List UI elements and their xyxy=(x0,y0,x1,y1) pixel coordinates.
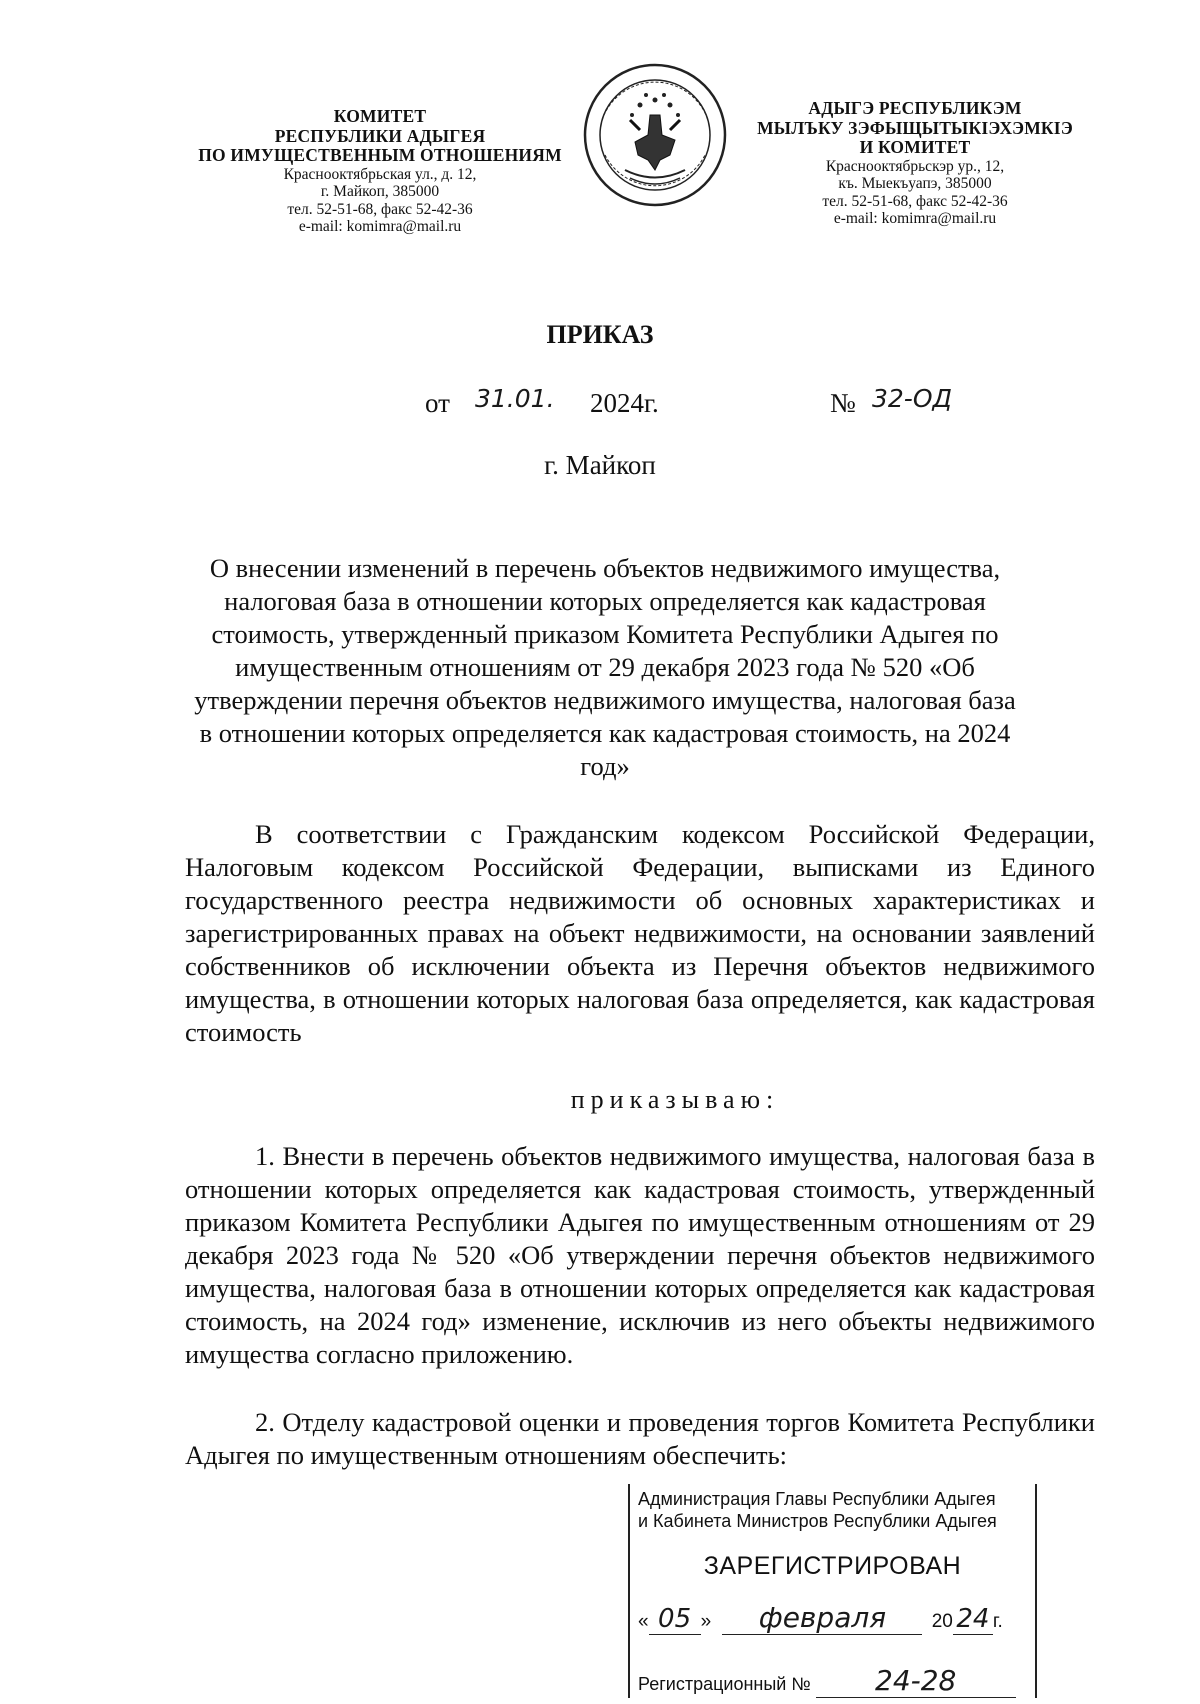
right-header-email: e-mail: komimra@mail.ru xyxy=(833,209,997,227)
stamp-reg-number: 24-28 xyxy=(816,1664,1016,1698)
left-header-email: e-mail: komimra@mail.ru xyxy=(298,217,462,235)
stamp-day: 05 xyxy=(649,1604,701,1635)
order-item-2: 2. Отделу кадастровой оценки и проведения торгов Комитета Республики Адыгея по имущественным отношениям обеспечить: xyxy=(185,1407,1095,1470)
order-item-1: 1. Внести в перечень объектов недвижимого имущества, налоговая база в отношении которых определяется как кадастровая стоимость, утвержденный приказом Комитета Республики Адыгея по имущественным отношениям от 29 декабря 2023 года № 520 «Об утверждении перечня объектов недвижимого имущества, налоговая база в отношении которых определяется как кадастровая стоимость, на 2024 год» изменение, исключив из него объекты недвижимого имущества согласно приложению. xyxy=(185,1141,1095,1369)
right-header-line2: МЫЛЪКУ ЗЭФЫЩЫТЫКІЭХЭМКІЭ xyxy=(757,117,1073,138)
stamp-year-prefix: 20 xyxy=(931,1611,953,1632)
right-header-city: къ. Мыекъуапэ, 385000 xyxy=(838,175,992,193)
right-header-line1: АДЫГЭ РЕСПУБЛИКЭМ xyxy=(808,98,1022,118)
date-prefix: от xyxy=(425,388,450,418)
handwritten-number: 32-ОД xyxy=(872,384,953,413)
stamp-status: ЗАРЕГИСТРИРОВАН xyxy=(703,1552,962,1580)
document-title: ПРИКАЗ xyxy=(546,320,654,349)
right-header-phone: тел. 52-51-68, факс 52-42-36 xyxy=(822,192,1008,210)
document-city: г. Майкоп xyxy=(544,450,656,480)
left-header-phone: тел. 52-51-68, факс 52-42-36 xyxy=(287,200,473,218)
left-header xyxy=(170,107,590,235)
document-preamble: В соответствии с Гражданским кодексом Российской Федерации, Налоговым кодексом Российской Федерации, выписками из Единого государственного реестра недвижимости об основных характеристиках и зарегистрированных правах на объект недвижимости, на основании заявлений собственников об исключении объекта из Перечня объектов недвижимого имущества, в отношении которых налоговая база определяется, как кадастровая стоимость xyxy=(185,819,1095,1047)
stamp-close-quote: » xyxy=(700,1611,712,1632)
stamp-reg-label: Регистрационный № xyxy=(638,1674,811,1694)
right-header-line3: И КОМИТЕТ xyxy=(859,137,971,158)
stamp-date xyxy=(638,1601,1003,1635)
left-header-address: Краснооктябрьская ул., д. 12, xyxy=(283,165,477,183)
stamp-org-line1: Администрация Главы Республики Адыгея xyxy=(638,1489,996,1509)
stamp-org-line2: и Кабинета Министров Республики Адыгея xyxy=(638,1511,997,1531)
right-header xyxy=(724,99,1106,227)
stamp-open-quote: « xyxy=(638,1611,649,1632)
stamp-year-end: г. xyxy=(992,1611,1003,1632)
stamp-month: февраля xyxy=(722,1601,922,1635)
registration-stamp xyxy=(628,1484,1037,1698)
document-subject: О внесении изменений в перечень объектов недвижимого имущества, налоговая база в отношении которых определяется как кадастровая стоимость, утвержденный приказом Комитета Республики Адыгея по имущественным отношениям от 29 декабря 2023 года № 520 «Об утверждении перечня объектов недвижимого имущества, налоговая база в отношении которых определяется как кадастровая стоимость, на 2024 год» xyxy=(194,553,1016,781)
date-year: 2024г. xyxy=(590,388,659,418)
right-header-address: Краснооктябрьскэр ур., 12, xyxy=(825,157,1005,175)
stamp-registration xyxy=(638,1664,1016,1698)
left-header-city: г. Майкоп, 385000 xyxy=(320,183,440,201)
left-header-line3: ПО ИМУЩЕСТВЕННЫМ ОТНОШЕНИЯМ xyxy=(198,145,562,166)
coat-of-arms-icon xyxy=(580,60,730,210)
decree-word: приказываю: xyxy=(570,1085,780,1114)
handwritten-date: 31.01. xyxy=(475,384,555,413)
left-header-line1: КОМИТЕТ xyxy=(333,106,427,126)
left-header-line2: РЕСПУБЛИКИ АДЫГЕЯ xyxy=(274,125,486,146)
stamp-year-suffix: 24 xyxy=(953,1604,993,1635)
stamp-organization xyxy=(638,1488,997,1532)
number-prefix: № xyxy=(830,388,856,418)
